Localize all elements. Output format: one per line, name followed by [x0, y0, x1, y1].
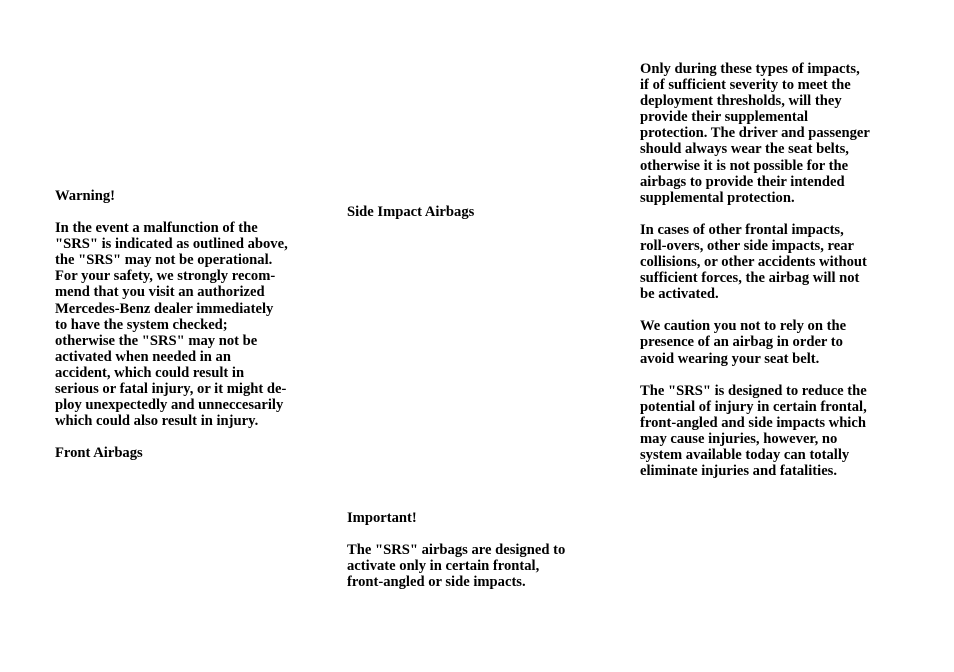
- spacer: [640, 302, 902, 318]
- paragraph-impact-types: Only during these types of impacts, if of sufficient severity to meet the deployment thresholds, will they provide their supplemental protection. The driver and passenger should always wear the seat belts, otherwise it is not possible for the airbags to provide their intended supplemental protection.: [640, 61, 870, 206]
- spacer: [55, 429, 317, 445]
- important-text: The "SRS" airbags are designed to activate only in certain frontal, front-angled or side impacts.: [347, 542, 566, 591]
- spacer: [55, 204, 317, 220]
- right-column: [640, 61, 902, 479]
- middle-column-bottom: [347, 510, 609, 590]
- left-column: [55, 188, 317, 461]
- warning-text: In the event a malfunction of the "SRS" is indicated as outlined above, the "SRS" may not be operational. For your safety, we strongly recom- mend that you visit an authorized Mercedes-Benz dealer immediately to have the system checked; otherwise the "SRS" may not be activated when needed in an accident, which could result in serious or fatal injury, or it might de- ploy unexpectedly and unneccesarily which could also result in injury.: [55, 220, 288, 430]
- middle-column-top: [347, 204, 609, 220]
- paragraph-seat-belt-caution: We caution you not to rely on the presence of an airbag in order to avoid wearing your seat belt.: [640, 318, 847, 367]
- important-heading: Important!: [347, 510, 417, 526]
- spacer: [640, 206, 902, 222]
- paragraph-srs-design: The "SRS" is designed to reduce the potential of injury in certain frontal, front-angled and side impacts which may cause injuries, however, no system available today can totally eliminate injuries and fatalities.: [640, 382, 867, 480]
- warning-heading: Warning!: [55, 188, 116, 204]
- side-impact-airbags-heading: Side Impact Airbags: [347, 204, 475, 220]
- spacer: [347, 526, 609, 542]
- front-airbags-heading: Front Airbags: [55, 445, 143, 462]
- spacer: [640, 367, 902, 383]
- paragraph-other-impacts: In cases of other frontal impacts, roll-overs, other side impacts, rear collisions, or other accidents without sufficient forces, the airbag will not be activated.: [640, 221, 867, 303]
